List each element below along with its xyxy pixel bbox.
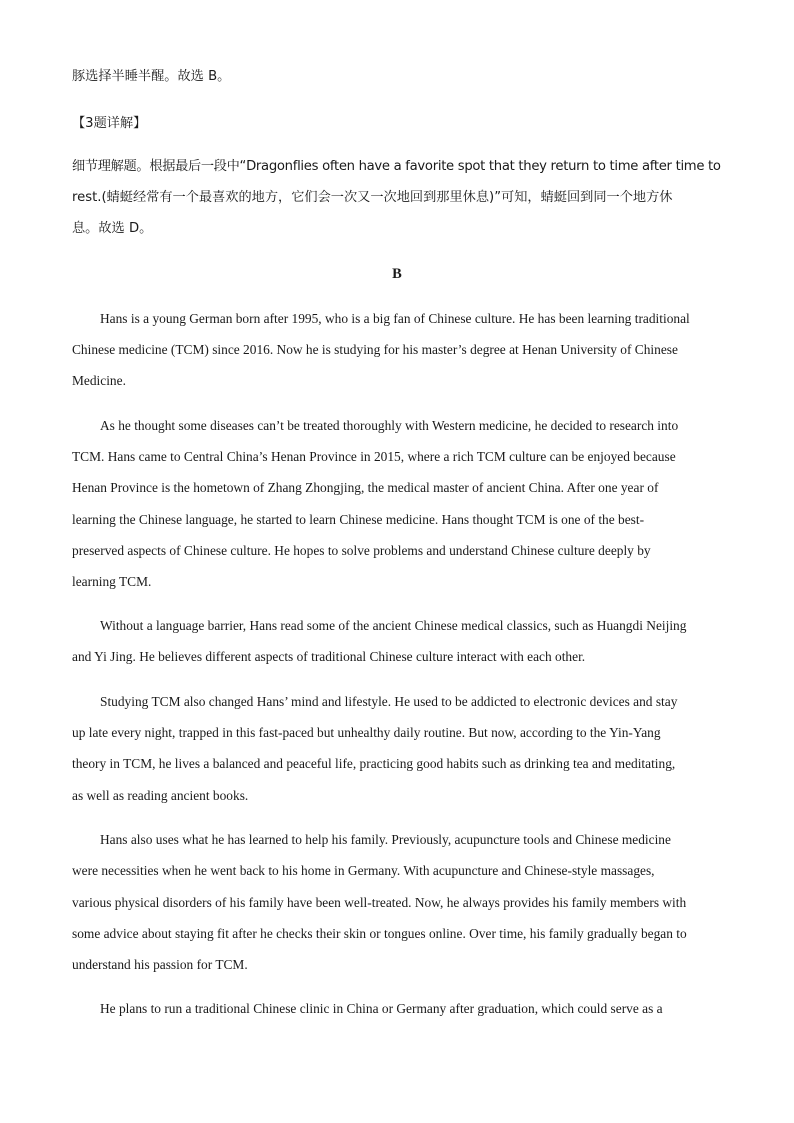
p2-line-1: As he thought some diseases can’t be treated thoroughly with Western medicine, he decided to research into: [100, 418, 679, 433]
p5-line-5: understand his passion for TCM.: [72, 957, 248, 972]
p1-line-2: Chinese medicine (TCM) since 2016. Now he is studying for his master’s degree at Henan University of Chinese: [72, 342, 678, 357]
p5-line-2: were necessities when he went back to his home in Germany. With acupuncture and Chinese-style massages,: [72, 863, 655, 878]
q3-explanation-line-2: rest.(蜻蜓经常有一个最喜欢的地方，它们会一次又一次地回到那里休息)”可知，蜻蜓回到同一个地方休: [72, 190, 673, 205]
p2-line-2: TCM. Hans came to Central China’s Henan Province in 2015, where a rich TCM culture can be enjoyed because: [72, 449, 676, 464]
q3-detail-heading: 【3题详解】: [72, 116, 147, 131]
p5-line-1: Hans also uses what he has learned to help his family. Previously, acupuncture tools and Chinese medicine: [100, 832, 671, 847]
p3-line-1: Without a language barrier, Hans read some of the ancient Chinese medical classics, such as Huangdi Neijing: [100, 618, 687, 633]
p5-line-4: some advice about staying fit after he checks their skin or tongues online. Over time, his family gradually began to: [72, 926, 687, 941]
p5-line-3: various physical disorders of his family have been well-treated. Now, he always provides his family members with: [72, 895, 687, 910]
p2-line-3: Henan Province is the hometown of Zhang Zhongjing, the medical master of ancient China. After one year of: [72, 480, 659, 495]
p1-line-1: Hans is a young German born after 1995, who is a big fan of Chinese culture. He has been learning traditional: [100, 311, 690, 326]
p1-line-3: Medicine.: [72, 373, 126, 388]
p2-line-4: learning the Chinese language, he started to learn Chinese medicine. Hans thought TCM is one of the best-: [72, 512, 645, 527]
p6-line-1: He plans to run a traditional Chinese clinic in China or Germany after graduation, which could serve as a: [100, 1001, 663, 1016]
p4-line-3: theory in TCM, he lives a balanced and peaceful life, practicing good habits such as drinking tea and meditating,: [72, 756, 676, 771]
p2-line-5: preserved aspects of Chinese culture. He hopes to solve problems and understand Chinese culture deeply by: [72, 543, 651, 558]
answer-line-q2-end: 豚选择半睡半醒。故选 B。: [72, 69, 231, 84]
q3-explanation-line-1: 细节理解题。根据最后一段中“Dragonflies often have a favorite spot that they return to time after time to: [72, 159, 721, 174]
section-b-heading: B: [392, 266, 402, 282]
p4-line-2: up late every night, trapped in this fast-paced but unhealthy daily routine. But now, according to the Yin-Yang: [72, 725, 661, 740]
p3-line-2: and Yi Jing. He believes different aspects of traditional Chinese culture interact with each other.: [72, 649, 586, 664]
q3-explanation-line-3: 息。故选 D。: [72, 221, 153, 236]
p4-line-1: Studying TCM also changed Hans’ mind and lifestyle. He used to be addicted to electronic devices and stay: [100, 694, 678, 709]
p2-line-6: learning TCM.: [72, 574, 152, 589]
p4-line-4: as well as reading ancient books.: [72, 788, 249, 803]
